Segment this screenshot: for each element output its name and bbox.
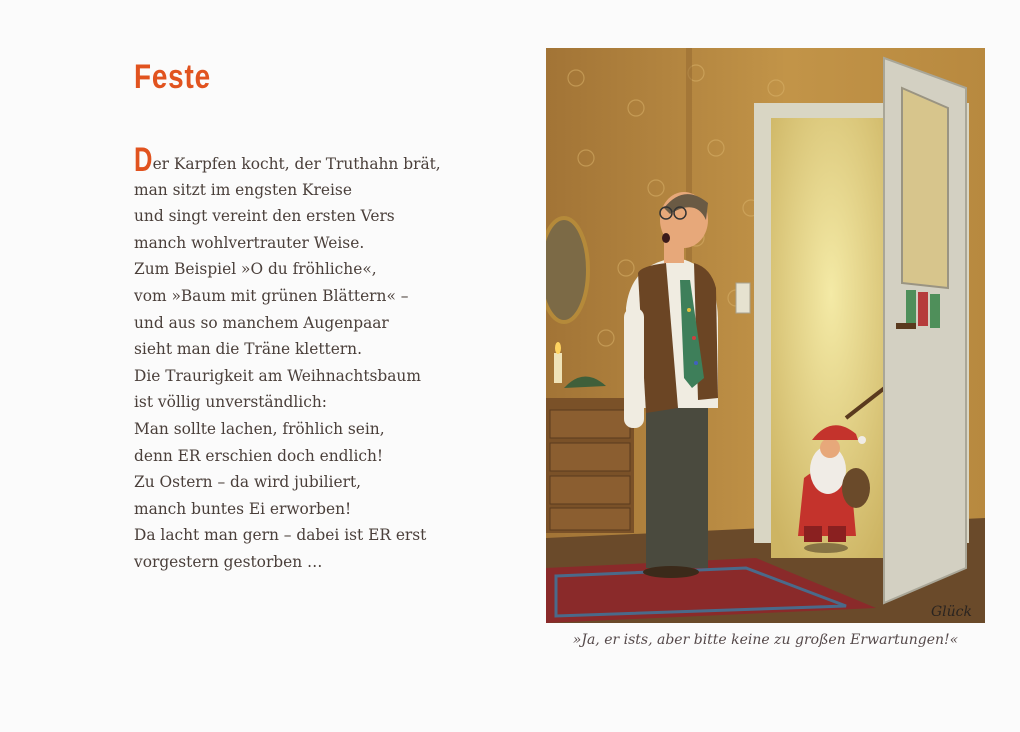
poem-line: man sitzt im engsten Kreise	[134, 180, 352, 199]
poem-line: manch buntes Ei erworben!	[134, 499, 352, 518]
illustration-drawing	[546, 48, 985, 623]
drop-cap: D	[134, 141, 153, 179]
poem-line: Die Traurigkeit am Weihnachtsbaum	[134, 366, 421, 385]
poem-line: Zum Beispiel »O du fröhliche«,	[134, 260, 377, 279]
poem-line: und aus so manchem Augenpaar	[134, 313, 389, 332]
poem-line: und singt vereint den ersten Vers	[134, 207, 395, 226]
poem-line: manch wohlvertrauter Weise.	[134, 233, 365, 252]
poem-line: vorgestern gestorben …	[134, 552, 323, 571]
poem-line: ist völlig unverständlich:	[134, 393, 327, 412]
poem-line: Zu Ostern – da wird jubiliert,	[134, 473, 362, 492]
candle	[554, 353, 562, 383]
poem-line: denn ER erschien doch endlich!	[134, 446, 384, 465]
poem-line: vom »Baum mit grünen Blättern« –	[134, 286, 409, 305]
illustration	[546, 48, 985, 623]
poem-line: sieht man die Träne klettern.	[134, 340, 362, 359]
poem-line-text: er Karpfen kocht, der Truthahn brät,	[152, 155, 441, 173]
mirror	[546, 218, 588, 322]
artist-signature: Glück	[931, 604, 973, 620]
illustration-caption: »Ja, er ists, aber bitte keine zu großen Erwartungen!«	[572, 632, 959, 648]
poem	[134, 141, 441, 576]
poem-line	[134, 141, 441, 179]
poem-line: Man sollte lachen, fröhlich sein,	[134, 419, 385, 438]
page-title: Feste	[134, 58, 211, 96]
poem-line: Da lacht man gern – dabei ist ER erst	[134, 526, 427, 545]
